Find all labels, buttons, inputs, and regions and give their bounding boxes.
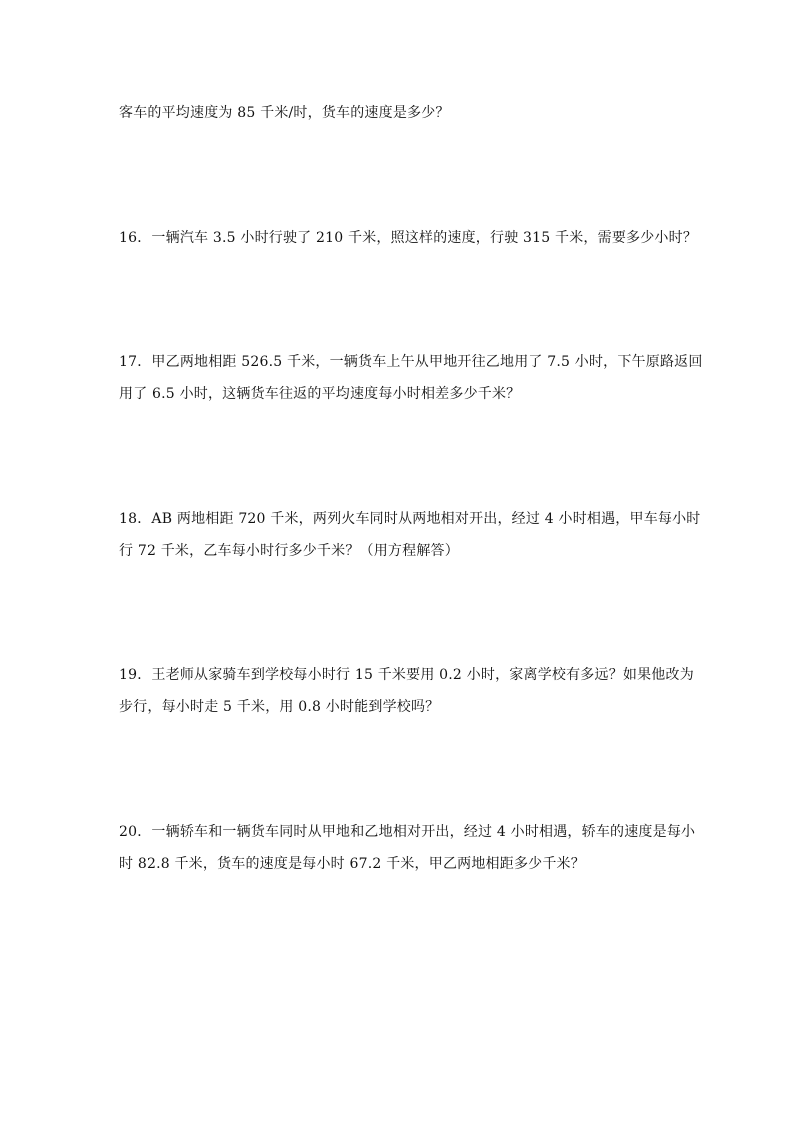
problem-18-line-2: 行 72 千米，乙车每小时行多少千米？（用方程解答） [119,543,459,559]
problem-19-line-2: 步行，每小时走 5 千米，用 0.8 小时能到学校吗？ [119,699,440,715]
problem-19-line-1: 19．王老师从家骑车到学校每小时行 15 千米要用 0.2 小时，家离学校有多远？如果他改为 [119,667,694,683]
problem-20-line-1: 20．一辆轿车和一辆货车同时从甲地和乙地相对开出，经过 4 小时相遇，轿车的速度是每小 [119,824,696,840]
problem-20-line-2: 时 82.8 千米，货车的速度是每小时 67.2 千米，甲乙两地相距多少千米？ [119,856,585,872]
problem-16: 16．一辆汽车 3.5 小时行驶了 210 千米，照这样的速度，行驶 315 千米，需要多少小时？ [119,230,698,246]
problem-18-line-1: 18．AB 两地相距 720 千米，两列火车同时从两地相对开出，经过 4 小时相遇，甲车每小时 [119,511,701,527]
problem-17-line-2: 用了 6.5 小时，这辆货车往返的平均速度每小时相差多少千米？ [119,386,521,402]
problem-17-line-1: 17．甲乙两地相距 526.5 千米，一辆货车上午从甲地开往乙地用了 7.5 小时，下午原路返回 [119,354,703,370]
problem-15-continuation: 客车的平均速度为 85 千米/时，货车的速度是多少？ [119,105,450,121]
